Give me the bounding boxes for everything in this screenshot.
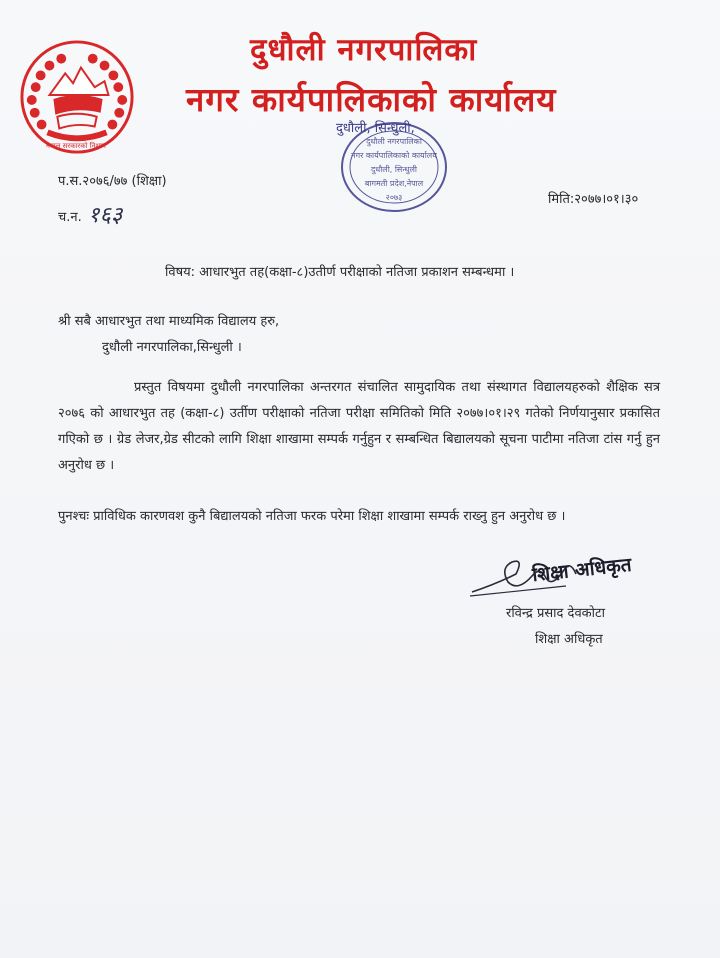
signatory-name: रविन्द्र प्रसाद देवकोटा <box>506 606 605 621</box>
subject-line: विषय: आधारभुत तह(कक्षा-८)उतीर्ण परीक्षाको नतिजा प्रकाशन सम्बन्धमा । <box>165 265 515 280</box>
postscript-note: पुनश्चः प्राविधिक कारणवश कुनै बिद्यालयको नतिजा फरक परेमा शिक्षा शाखामा सम्पर्क राख्नु हुन अनुरोध छ । <box>58 509 566 524</box>
dispatch-number: १६३ <box>88 203 123 228</box>
office-address: दुधौली, सिन्धुली, <box>336 121 415 136</box>
stamp-line: २०७३ <box>385 193 403 202</box>
stamp-line: बागमती प्रदेश,नेपाल <box>364 179 424 188</box>
emblem-text: नेपाल सरकारको निशान <box>46 142 106 150</box>
office-title-line2: नगर कार्यपालिकाको कार्यालय <box>186 80 557 119</box>
signatory-title: शिक्षा अधिकृत <box>535 632 603 647</box>
stamp-line: नगर कार्यपालिकाको कार्यालय <box>351 151 437 160</box>
recipient-block <box>58 309 279 361</box>
office-title-line1: दुधौली नगरपालिका <box>250 32 478 68</box>
nepal-emblem-icon <box>18 38 136 156</box>
officer-stamp: शिक्षा अधिकृत <box>531 553 633 587</box>
recipient-line2: दुधौली नगरपालिका,सिन्धुली । <box>102 340 242 355</box>
recipient-line1: श्री सबै आधारभुत तथा माध्यमिक विद्यालय हरु, <box>58 314 280 329</box>
reference-number: प.स.२०७६/७७ (शिक्षा) <box>58 174 167 189</box>
stamp-line: दुधौली नगरपालिका <box>366 137 422 146</box>
dispatch-label: च.न. <box>58 210 82 225</box>
official-stamp-icon <box>324 112 464 222</box>
body-paragraph: प्रस्तुत विषयमा दुधौली नगरपालिका अन्तरगत संचालित सामुदायिक तथा संस्थागत विद्यालयहरुको शैक्षिक सत्र २०७६ को आधारभुत तह (कक्षा-८) उर्तीण परीक्षाको नतिजा परीक्षा समितिको मिति २०७७।०१।२९ गतेको निर्णयानुसार प्रकासित गएिको छ । ग्रेड लेजर,ग्रेड सीटको लागि शिक्षा शाखामा सम्पर्क गर्नुहुन र सम्बन्धित बिद्यालयको सूचना पाटीमा नतिजा टांस गर्नु हुन अनुरोध छ । <box>58 380 660 473</box>
letter-date: मिति:२०७७।०१।३० <box>548 192 639 207</box>
stamp-line: दुधौली, सिन्धुली <box>371 165 417 174</box>
